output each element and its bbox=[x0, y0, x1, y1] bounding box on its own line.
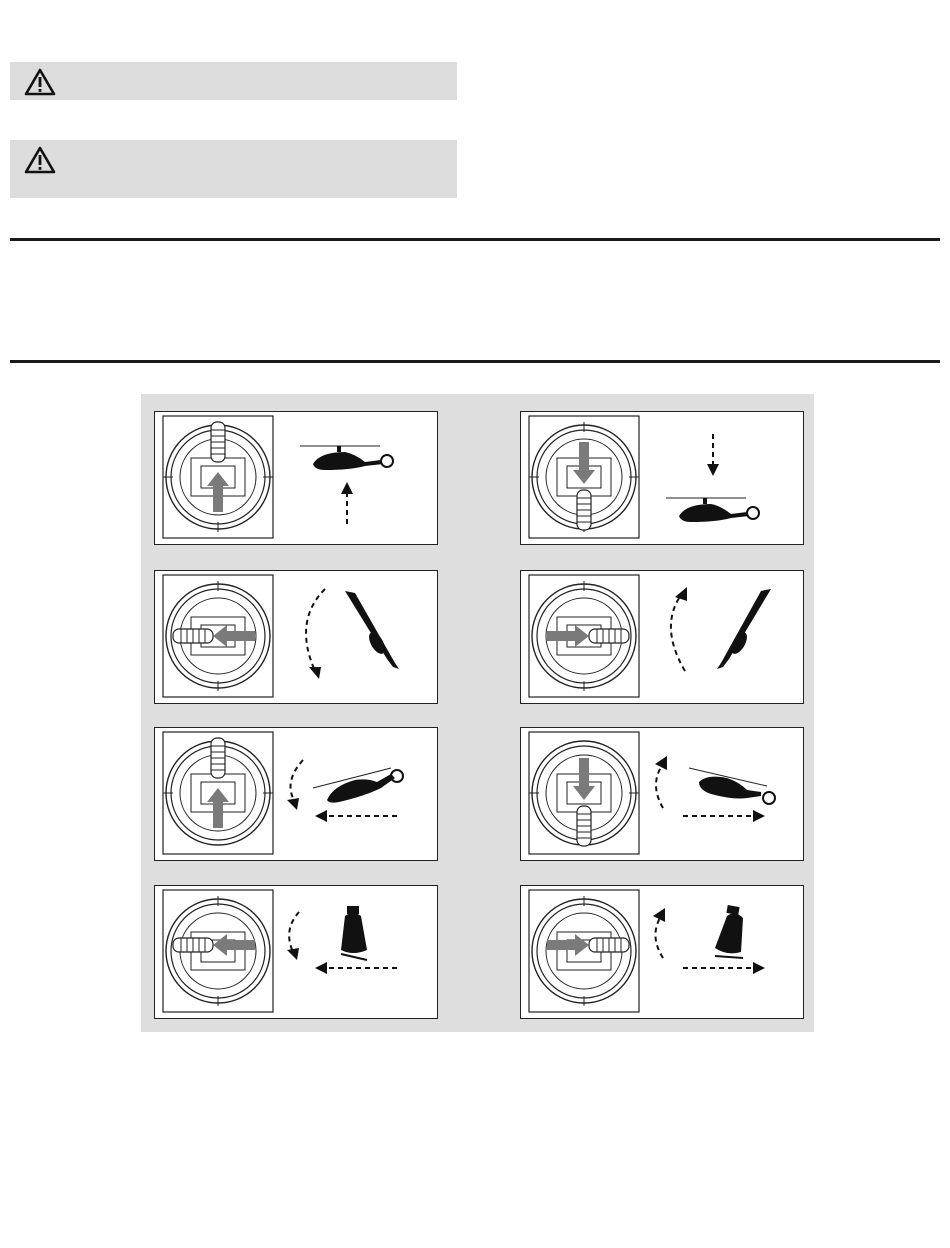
diagram-cell-stick-down-pitch-back bbox=[520, 727, 804, 861]
curved-dashed-arrow-icon bbox=[287, 760, 303, 810]
dashed-arrow-left-icon bbox=[315, 810, 397, 822]
diagram-cell-stick-left-yaw-left bbox=[154, 570, 438, 704]
section-divider-top bbox=[10, 238, 940, 241]
diagram-cell-stick-up-climb bbox=[154, 411, 438, 545]
helicopter-tilted-icon bbox=[689, 768, 775, 804]
diagram-cell-stick-up-pitch-forward bbox=[154, 727, 438, 861]
curved-dashed-arrow-icon bbox=[655, 756, 667, 808]
warning-box-1 bbox=[10, 62, 457, 100]
diagram-cell-stick-right-yaw-right bbox=[520, 570, 804, 704]
warning-triangle-icon bbox=[24, 146, 56, 174]
transmitter-stick-gimbal-icon bbox=[163, 416, 273, 538]
warning-triangle-icon bbox=[24, 68, 56, 96]
dashed-arrow-right-icon bbox=[683, 962, 765, 974]
helicopter-side-icon bbox=[666, 498, 759, 522]
helicopter-side-icon bbox=[300, 446, 393, 470]
section-divider-bottom bbox=[10, 360, 940, 363]
curved-dashed-arrow-icon bbox=[287, 912, 299, 960]
transmitter-stick-gimbal-icon bbox=[529, 890, 639, 1012]
curved-dashed-arrow-icon bbox=[671, 587, 687, 671]
transmitter-stick-gimbal-icon bbox=[529, 575, 639, 697]
curved-dashed-arrow-icon bbox=[306, 589, 325, 679]
transmitter-stick-gimbal-icon bbox=[529, 416, 639, 538]
transmitter-stick-gimbal-icon bbox=[163, 732, 273, 854]
control-diagram-panel bbox=[141, 394, 814, 1032]
diagram-cell-stick-right-roll-right bbox=[520, 885, 804, 1019]
dashed-arrow-right-icon bbox=[683, 810, 765, 822]
helicopter-tilted-icon bbox=[313, 768, 403, 803]
diagram-cell-stick-left-roll-left bbox=[154, 885, 438, 1019]
transmitter-stick-gimbal-icon bbox=[163, 890, 273, 1012]
dashed-arrow-up-icon bbox=[341, 482, 353, 524]
helicopter-top-icon bbox=[345, 591, 399, 669]
diagram-cell-stick-down-descend bbox=[520, 411, 804, 545]
curved-dashed-arrow-icon bbox=[653, 908, 665, 958]
transmitter-stick-gimbal-icon bbox=[163, 575, 273, 697]
warning-box-2 bbox=[10, 140, 457, 198]
dashed-arrow-left-icon bbox=[315, 962, 397, 974]
helicopter-front-icon bbox=[341, 906, 367, 960]
helicopter-front-icon bbox=[715, 905, 743, 958]
transmitter-stick-gimbal-icon bbox=[529, 732, 639, 854]
helicopter-top-icon bbox=[717, 589, 771, 669]
dashed-arrow-down-icon bbox=[707, 434, 719, 476]
